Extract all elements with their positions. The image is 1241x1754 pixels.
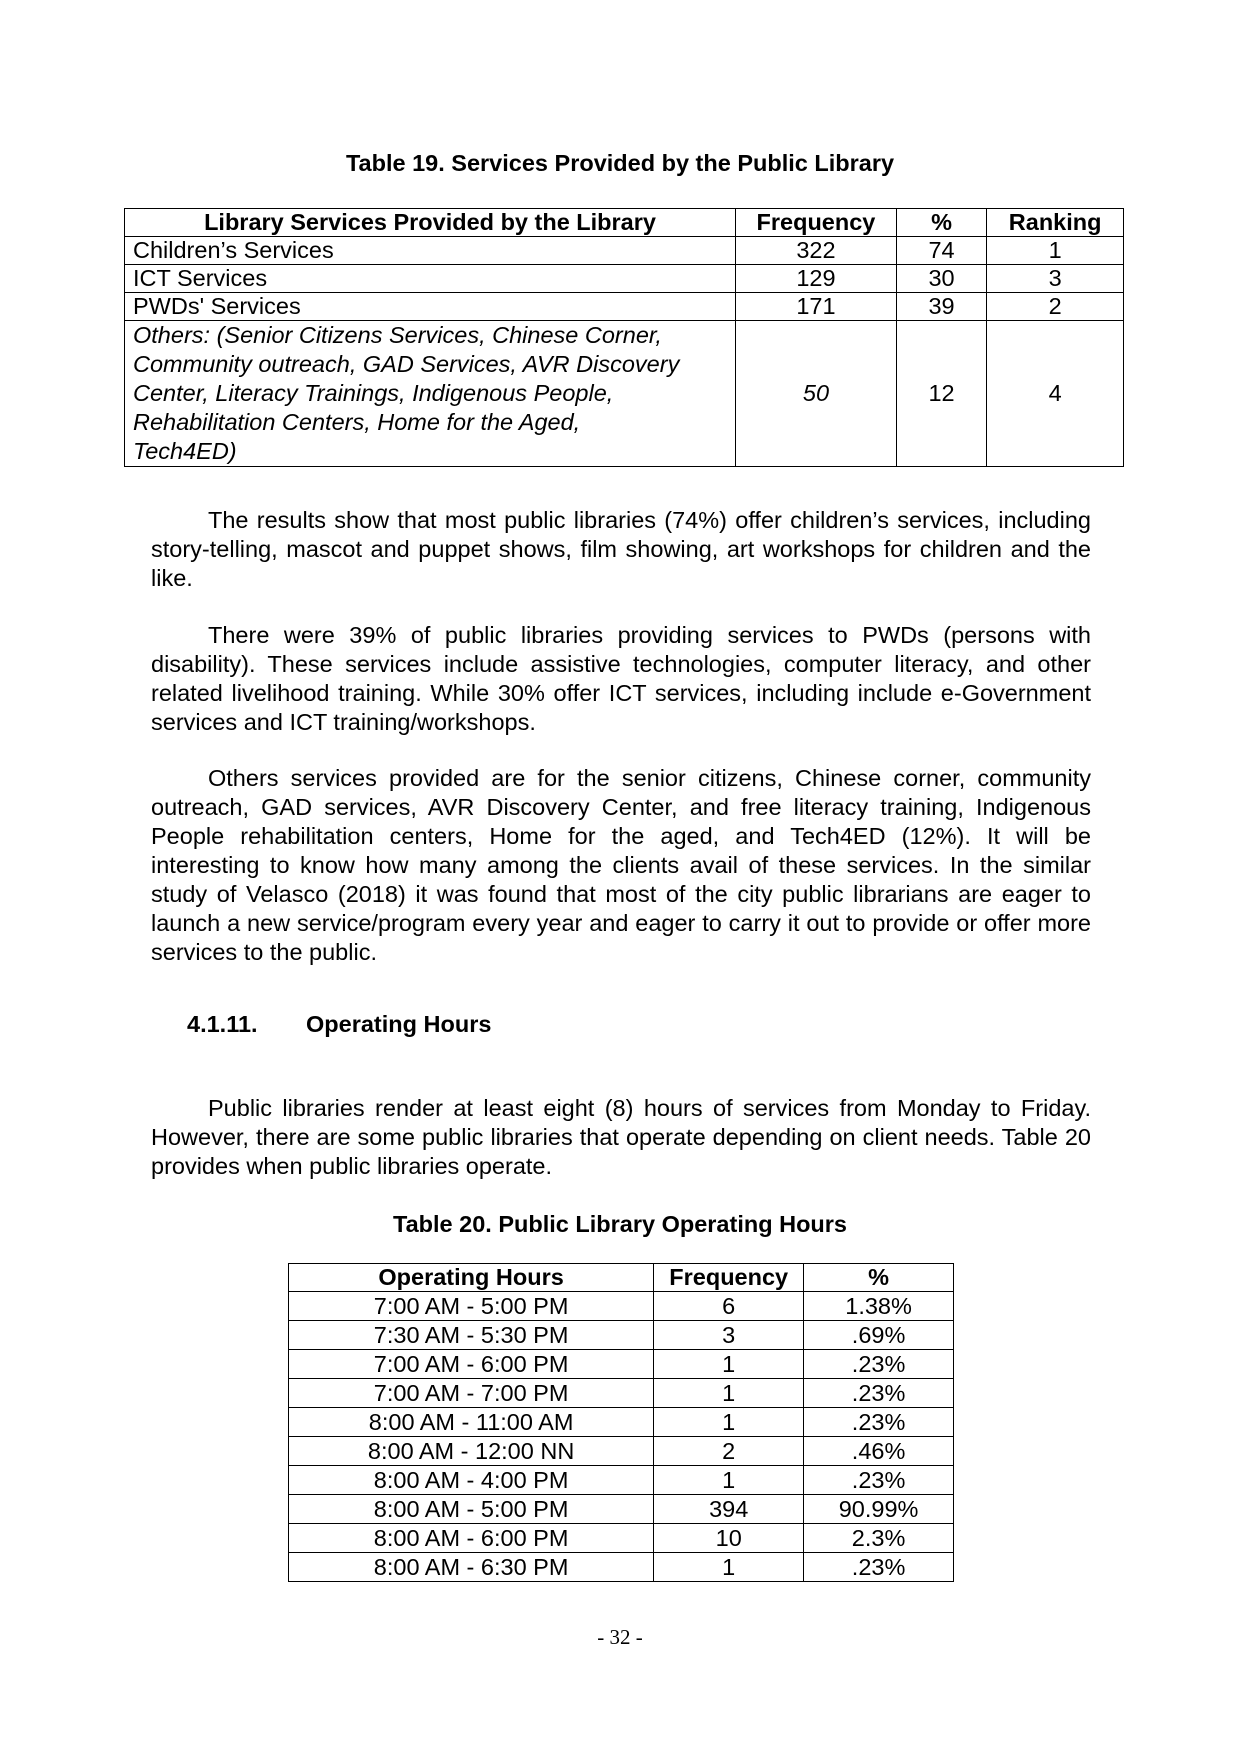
ranking-cell: 1 [987, 237, 1124, 265]
hours-cell: 8:00 AM - 6:00 PM [289, 1524, 654, 1553]
frequency-cell: 6 [654, 1292, 804, 1321]
paragraph-childrens-services: The results show that most public libraries (74%) offer children’s services, including story-telling, mascot and puppet shows, film showing, art workshops for children and the like. [151, 507, 1091, 591]
page-number: - 32 - [597, 1625, 643, 1649]
hours-cell: 8:00 AM - 5:00 PM [289, 1495, 654, 1524]
table-row [289, 1524, 954, 1553]
frequency-cell: 394 [654, 1495, 804, 1524]
others-service-cell [125, 321, 736, 467]
column-header-percent: % [896, 209, 986, 237]
table-row [289, 1466, 954, 1495]
ranking-cell: 3 [987, 265, 1124, 293]
service-cell: PWDs' Services [125, 293, 736, 321]
table-row [289, 1437, 954, 1466]
frequency-cell: 129 [736, 265, 897, 293]
percent-cell: 1.38% [804, 1292, 954, 1321]
hours-cell: 7:00 AM - 6:00 PM [289, 1350, 654, 1379]
column-header-percent: % [804, 1264, 954, 1292]
percent-cell: 74 [896, 237, 986, 265]
frequency-cell: 1 [654, 1379, 804, 1408]
table-header-row [125, 209, 1124, 237]
others-line: Community outreach, GAD Services, AVR Discovery [133, 351, 680, 377]
table-row [289, 1379, 954, 1408]
frequency-cell: 1 [654, 1408, 804, 1437]
hours-cell: 7:00 AM - 7:00 PM [289, 1379, 654, 1408]
column-header-ranking: Ranking [987, 209, 1124, 237]
column-header-frequency: Frequency [736, 209, 897, 237]
operating-hours-table [288, 1263, 954, 1582]
frequency-cell: 1 [654, 1350, 804, 1379]
hours-cell: 7:00 AM - 5:00 PM [289, 1292, 654, 1321]
hours-cell: 8:00 AM - 4:00 PM [289, 1466, 654, 1495]
frequency-cell: 2 [654, 1437, 804, 1466]
percent-cell: 39 [896, 293, 986, 321]
table-row [289, 1408, 954, 1437]
others-line: Tech4ED) [133, 438, 237, 464]
percent-cell: 2.3% [804, 1524, 954, 1553]
section-title: Operating Hours [306, 1011, 492, 1037]
ranking-cell: 2 [987, 293, 1124, 321]
paragraph-other-services: Others services provided are for the senior citizens, Chinese corner, community outreach, GAD services, AVR Discovery Center, and free literacy training, Indigenous People rehabilitation centers, Home for the aged, and Tech4ED (12%). It will be interesting to know how many among the clients avail of these services. In the similar study of Velasco (2018) it was found that most of the city public librarians are eager to launch a new service/program every year and eager to carry it out to provide or offer more services to the public. [151, 765, 1091, 965]
frequency-cell: 171 [736, 293, 897, 321]
table-row [289, 1350, 954, 1379]
percent-cell: 30 [896, 265, 986, 293]
percent-cell: .69% [804, 1321, 954, 1350]
services-table [124, 208, 1124, 467]
table-row [289, 1292, 954, 1321]
table-row [289, 1321, 954, 1350]
column-header-service: Library Services Provided by the Library [125, 209, 736, 237]
frequency-cell: 322 [736, 237, 897, 265]
percent-cell: 12 [896, 321, 986, 467]
percent-cell: .23% [804, 1408, 954, 1437]
hours-cell: 8:00 AM - 12:00 NN [289, 1437, 654, 1466]
percent-cell: .23% [804, 1350, 954, 1379]
service-cell: ICT Services [125, 265, 736, 293]
hours-cell: 7:30 AM - 5:30 PM [289, 1321, 654, 1350]
hours-cell: 8:00 AM - 6:30 PM [289, 1553, 654, 1582]
percent-cell: .46% [804, 1437, 954, 1466]
others-line: Rehabilitation Centers, Home for the Aged, [133, 409, 581, 435]
percent-cell: 90.99% [804, 1495, 954, 1524]
ranking-cell: 4 [987, 321, 1124, 467]
hours-cell: 8:00 AM - 11:00 AM [289, 1408, 654, 1437]
others-line: Center, Literacy Trainings, Indigenous People, [133, 380, 614, 406]
table-20-caption: Table 20. Public Library Operating Hours [392, 1211, 847, 1237]
frequency-cell: 3 [654, 1321, 804, 1350]
table-19-caption: Table 19. Services Provided by the Public Library [345, 150, 895, 176]
paragraph-operating-hours: Public libraries render at least eight (8) hours of services from Monday to Friday. However, there are some public libraries that operate depending on client needs. Table 20 provides when public libraries operate. [151, 1095, 1091, 1179]
frequency-cell: 1 [654, 1466, 804, 1495]
table-row [125, 293, 1124, 321]
section-number: 4.1.11. [187, 1011, 258, 1037]
table-row [289, 1495, 954, 1524]
frequency-cell: 10 [654, 1524, 804, 1553]
frequency-cell: 1 [654, 1553, 804, 1582]
column-header-hours: Operating Hours [289, 1264, 654, 1292]
frequency-cell: 50 [736, 321, 897, 467]
others-line: Others: (Senior Citizens Services, Chinese Corner, [133, 322, 662, 348]
column-header-frequency: Frequency [654, 1264, 804, 1292]
table-row [289, 1553, 954, 1582]
table-header-row [289, 1264, 954, 1292]
service-cell: Children’s Services [125, 237, 736, 265]
percent-cell: .23% [804, 1466, 954, 1495]
table-row [125, 237, 1124, 265]
percent-cell: .23% [804, 1553, 954, 1582]
paragraph-pwd-services: There were 39% of public libraries providing services to PWDs (persons with disability). These services include assistive technologies, computer literacy, and other related livelihood training. While 30% offer ICT services, including include e-Government services and ICT training/workshops. [151, 622, 1091, 735]
percent-cell: .23% [804, 1379, 954, 1408]
table-row [125, 265, 1124, 293]
table-row-others [125, 321, 1124, 467]
